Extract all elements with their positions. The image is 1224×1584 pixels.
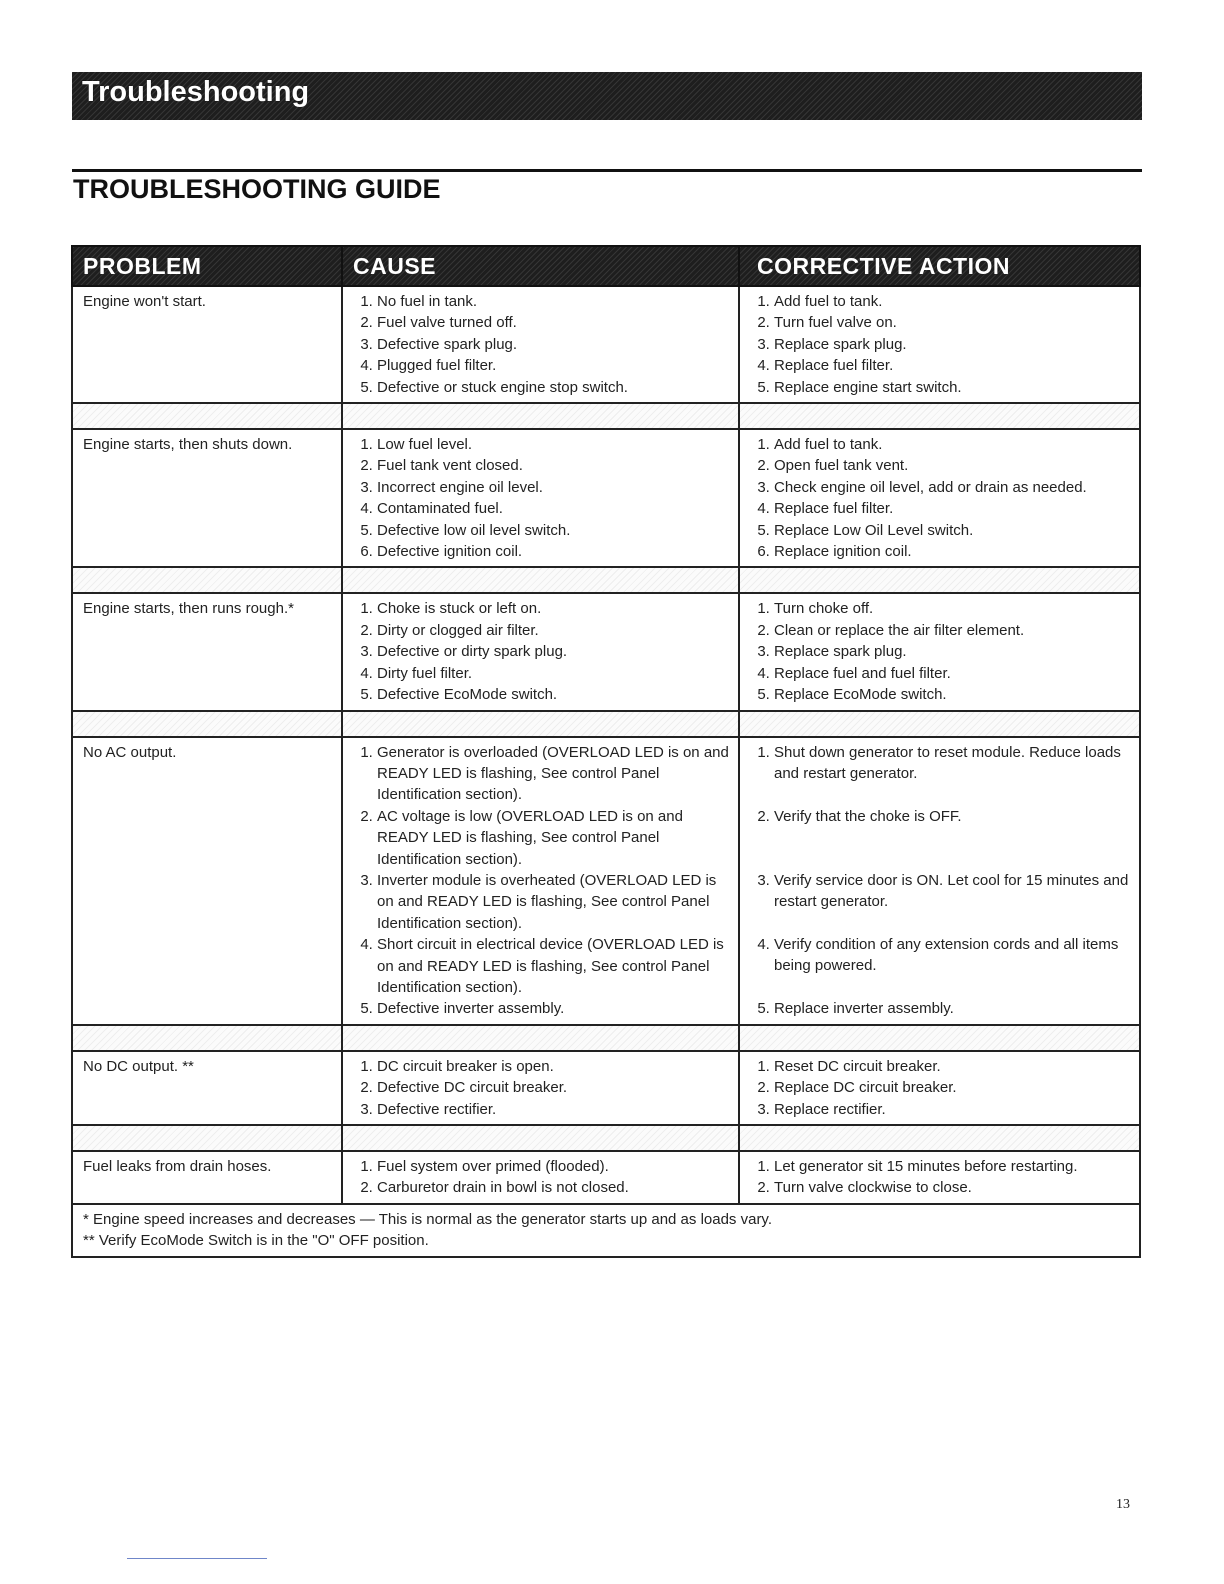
action-cell: [739, 286, 1140, 403]
cause-item: 4. Plugged fuel filter.: [377, 355, 730, 376]
spacer-cell: [739, 567, 1140, 593]
action-list: [754, 742, 1131, 1020]
table-header-row: [72, 246, 1140, 286]
action-item: 2. Replace DC circuit breaker.: [774, 1077, 1131, 1098]
problem-cell: No DC output. **: [72, 1051, 342, 1125]
cause-cell: [342, 286, 739, 403]
problem-cell: No AC output.: [72, 737, 342, 1025]
action-list: [754, 1156, 1131, 1199]
spacer-cell: [72, 711, 342, 737]
action-item: 4. Replace fuel filter.: [774, 498, 1131, 519]
problem-cell: Engine won't start.: [72, 286, 342, 403]
action-item: 2. Open fuel tank vent.: [774, 455, 1131, 476]
action-item: 1. Let generator sit 15 minutes before restarting.: [774, 1156, 1131, 1177]
spacer-row: [72, 1125, 1140, 1151]
action-list: [754, 434, 1131, 562]
action-item: 4. Replace fuel and fuel filter.: [774, 663, 1131, 684]
table-row: [72, 1051, 1140, 1125]
action-item: 2. Turn fuel valve on.: [774, 312, 1131, 333]
cause-item: 5. Defective inverter assembly.: [377, 998, 730, 1019]
cause-item: 3. Incorrect engine oil level.: [377, 477, 730, 498]
action-item: 3. Replace spark plug.: [774, 334, 1131, 355]
spacer-cell: [739, 403, 1140, 429]
action-cell: [739, 429, 1140, 567]
cause-cell: [342, 1051, 739, 1125]
spacer-cell: [72, 1025, 342, 1051]
cause-list: [357, 1056, 730, 1120]
footnote: * Engine speed increases and decreases — This is normal as the generator starts up and as loads vary.: [83, 1210, 772, 1228]
cause-item: 3. Defective rectifier.: [377, 1099, 730, 1120]
cause-list: [357, 434, 730, 562]
spacer-row: [72, 567, 1140, 593]
spacer-row: [72, 1025, 1140, 1051]
action-cell: [739, 593, 1140, 710]
cause-item: 1. Generator is overloaded (OVERLOAD LED is on and READY LED is flashing, See control Panel Identification section).: [377, 742, 730, 806]
spacer-row: [72, 711, 1140, 737]
cause-item: 6. Defective ignition coil.: [377, 541, 730, 562]
action-item: 1. Shut down generator to reset module. Reduce loads and restart generator.: [774, 742, 1131, 806]
spacer-cell: [72, 567, 342, 593]
spacer-cell: [342, 567, 739, 593]
spacer-cell: [739, 1025, 1140, 1051]
cause-item: 3. Defective spark plug.: [377, 334, 730, 355]
action-item: 1. Add fuel to tank.: [774, 291, 1131, 312]
header-corrective-action: CORRECTIVE ACTION: [739, 246, 1140, 286]
action-list: [754, 598, 1131, 705]
action-item: 5. Replace EcoMode switch.: [774, 684, 1131, 705]
cause-cell: [342, 593, 739, 710]
cause-item: 4. Short circuit in electrical device (OVERLOAD LED is on and READY LED is flashing, See control Panel Identification section).: [377, 934, 730, 998]
problem-cell: Engine starts, then shuts down.: [72, 429, 342, 567]
spacer-cell: [342, 711, 739, 737]
cause-item: 5. Defective low oil level switch.: [377, 520, 730, 541]
cause-item: 4. Dirty fuel filter.: [377, 663, 730, 684]
problem-cell: Fuel leaks from drain hoses.: [72, 1151, 342, 1204]
header-problem: PROBLEM: [72, 246, 342, 286]
action-item: 2. Verify that the choke is OFF.: [774, 806, 1131, 870]
action-list: [754, 291, 1131, 398]
action-item: 5. Replace Low Oil Level switch.: [774, 520, 1131, 541]
action-item: 3. Replace spark plug.: [774, 641, 1131, 662]
action-item: 3. Check engine oil level, add or drain as needed.: [774, 477, 1131, 498]
troubleshooting-table: [71, 245, 1141, 1258]
action-item: 2. Clean or replace the air filter element.: [774, 620, 1131, 641]
table-row: [72, 737, 1140, 1025]
action-list: [754, 1056, 1131, 1120]
cause-list: [357, 291, 730, 398]
table-row: [72, 593, 1140, 710]
cause-item: 5. Defective EcoMode switch.: [377, 684, 730, 705]
footnotes-cell: [72, 1204, 1140, 1257]
cause-cell: [342, 429, 739, 567]
action-item: 1. Turn choke off.: [774, 598, 1131, 619]
table-row: [72, 1151, 1140, 1204]
action-item: 5. Replace engine start switch.: [774, 377, 1131, 398]
header-cause: CAUSE: [342, 246, 739, 286]
section-banner: [72, 72, 1142, 120]
cause-item: 1. Choke is stuck or left on.: [377, 598, 730, 619]
table-row: [72, 429, 1140, 567]
cause-item: 2. Defective DC circuit breaker.: [377, 1077, 730, 1098]
action-item: 4. Replace fuel filter.: [774, 355, 1131, 376]
action-cell: [739, 1051, 1140, 1125]
guide-title: TROUBLESHOOTING GUIDE: [73, 174, 441, 204]
action-item: 4. Verify condition of any extension cords and all items being powered.: [774, 934, 1131, 998]
action-cell: [739, 737, 1140, 1025]
cause-item: 2. AC voltage is low (OVERLOAD LED is on and READY LED is flashing, See control Panel Identification section).: [377, 806, 730, 870]
cause-item: 1. No fuel in tank.: [377, 291, 730, 312]
spacer-cell: [739, 1125, 1140, 1151]
section-title: Troubleshooting: [82, 76, 310, 108]
cause-list: [357, 1156, 730, 1199]
spacer-cell: [72, 1125, 342, 1151]
cause-cell: [342, 737, 739, 1025]
spacer-cell: [739, 711, 1140, 737]
table-body: [72, 286, 1140, 1257]
action-item: 6. Replace ignition coil.: [774, 541, 1131, 562]
cause-item: 3. Inverter module is overheated (OVERLOAD LED is on and READY LED is flashing, See control Panel Identification section).: [377, 870, 730, 934]
cause-cell: [342, 1151, 739, 1204]
spacer-cell: [342, 1025, 739, 1051]
action-item: 3. Replace rectifier.: [774, 1099, 1131, 1120]
action-item: 2. Turn valve clockwise to close.: [774, 1177, 1131, 1198]
cause-item: 2. Carburetor drain in bowl is not closed.: [377, 1177, 730, 1198]
title-rule: [72, 169, 1142, 172]
page-number: 13: [1116, 1497, 1130, 1512]
cause-item: 3. Defective or dirty spark plug.: [377, 641, 730, 662]
footnote: ** Verify EcoMode Switch is in the "O" OFF position.: [83, 1232, 429, 1250]
spacer-row: [72, 403, 1140, 429]
footnote-row: [72, 1204, 1140, 1257]
action-item: 1. Add fuel to tank.: [774, 434, 1131, 455]
cause-item: 5. Defective or stuck engine stop switch.: [377, 377, 730, 398]
action-item: 3. Verify service door is ON. Let cool for 15 minutes and restart generator.: [774, 870, 1131, 934]
cause-list: [357, 742, 730, 1020]
cause-item: 2. Fuel tank vent closed.: [377, 455, 730, 476]
action-item: 1. Reset DC circuit breaker.: [774, 1056, 1131, 1077]
action-item: 5. Replace inverter assembly.: [774, 998, 1131, 1019]
action-cell: [739, 1151, 1140, 1204]
spacer-cell: [342, 1125, 739, 1151]
cause-item: 2. Fuel valve turned off.: [377, 312, 730, 333]
cause-item: 1. DC circuit breaker is open.: [377, 1056, 730, 1077]
spacer-cell: [72, 403, 342, 429]
scan-artifact-line: [127, 1558, 267, 1559]
cause-list: [357, 598, 730, 705]
spacer-cell: [342, 403, 739, 429]
cause-item: 2. Dirty or clogged air filter.: [377, 620, 730, 641]
problem-cell: Engine starts, then runs rough.*: [72, 593, 342, 710]
table-row: [72, 286, 1140, 403]
cause-item: 4. Contaminated fuel.: [377, 498, 730, 519]
cause-item: 1. Low fuel level.: [377, 434, 730, 455]
cause-item: 1. Fuel system over primed (flooded).: [377, 1156, 730, 1177]
